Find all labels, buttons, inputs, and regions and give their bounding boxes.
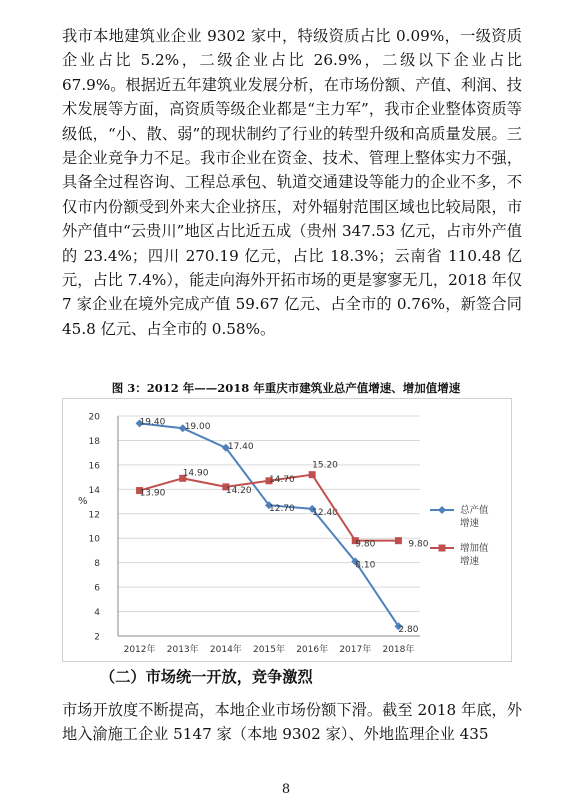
x-tick-label: 2017年	[339, 645, 372, 655]
figure-caption: 图 3：2012 年——2018 年重庆市建筑业总产值增速、增加值增速	[111, 381, 461, 395]
legend-label: 增加值	[460, 543, 489, 554]
y-tick-label: 20	[88, 412, 100, 423]
legend-label: 增速	[460, 556, 480, 567]
data-label: 14.90	[182, 468, 209, 479]
y-tick-label: 10	[88, 534, 100, 545]
y-tick-label: 18	[88, 436, 100, 447]
x-tick-label: 2015年	[253, 645, 285, 655]
body-paragraph-2: 市场开放度不断提高，本地企业市场份额下滑。截至 2018 年底，外地入渝施工企业 5147 家（本地 9302 家）、外地监理企业 435	[62, 701, 522, 744]
data-point	[309, 471, 316, 478]
data-label: 19.00	[184, 422, 211, 433]
x-tick-label: 2016年	[296, 645, 329, 655]
data-label: 8.10	[355, 560, 376, 571]
data-label: 13.90	[139, 488, 166, 499]
x-tick-label: 2013年	[166, 645, 199, 655]
page-number: 8	[281, 782, 291, 797]
y-tick-label: 12	[88, 510, 100, 521]
x-tick-label: 2014年	[209, 645, 242, 655]
body-paragraph: 我市本地建筑业企业 9302 家中，特级资质占比 0.09%，一级资质企业占比 5.2%，二级企业占比 26.9%，二级以下企业占比 67.9%。根据近五年建筑业发展分析，在市场份额、产值、利润、技术发展等方面，高资质等级企业都是“主力军”，我市企业整体资质等级低，“小、散、弱”的现状制约了行业的转型升级和高质量发展。三是企业竞争力不足。我市企业在资金、技术、管理上整体实力不强，具备全过程咨询、工程总承包、轨道交通建设等能力的企业不多，不仅市内份额受到外来大企业挤压，对外辐射范围区域也比较局限，市外产值中“云贵川”地区占比近五成（贵州 347.53 亿元，占市外产值的 23.4%；四川 270.19 亿元，占比 18.3%；云南省 110.48 亿元，占比 7.4%），能走向海外开拓市场的更是寥寥无几，2018 年仅 7 家企业在境外完成产值 59.67 亿元、占全市的 0.76%，新签合同 45.8 亿元、占全市的 0.58%。	[62, 27, 522, 338]
x-tick-label: 2012年	[123, 645, 156, 655]
data-point	[395, 537, 402, 544]
data-label: 2.80	[398, 625, 419, 636]
line-chart	[62, 398, 512, 662]
data-label: 12.40	[312, 507, 338, 518]
y-tick-label: 2	[94, 632, 100, 643]
data-label: 12.70	[269, 504, 295, 515]
data-label: 9.80	[355, 539, 376, 550]
y-tick-label: 16	[88, 461, 100, 472]
data-label: 14.20	[225, 485, 252, 496]
legend-marker	[439, 545, 446, 552]
data-label: 15.20	[312, 460, 338, 471]
legend-label: 总产值	[460, 505, 489, 516]
data-label: 19.40	[139, 417, 166, 428]
y-tick-label: 8	[94, 559, 100, 570]
y-tick-label: 4	[94, 608, 100, 619]
y-axis-label: %	[78, 496, 88, 507]
data-label: 14.70	[269, 474, 295, 485]
data-label: 17.40	[227, 441, 254, 452]
y-tick-label: 6	[94, 583, 100, 594]
chart-border	[63, 399, 512, 662]
legend-label: 增速	[460, 518, 480, 529]
section-heading: （二）市场统一开放，竞争激烈	[100, 668, 313, 686]
y-tick-label: 14	[88, 485, 100, 496]
x-tick-label: 2018年	[382, 645, 415, 655]
data-label: 9.80	[408, 539, 429, 550]
